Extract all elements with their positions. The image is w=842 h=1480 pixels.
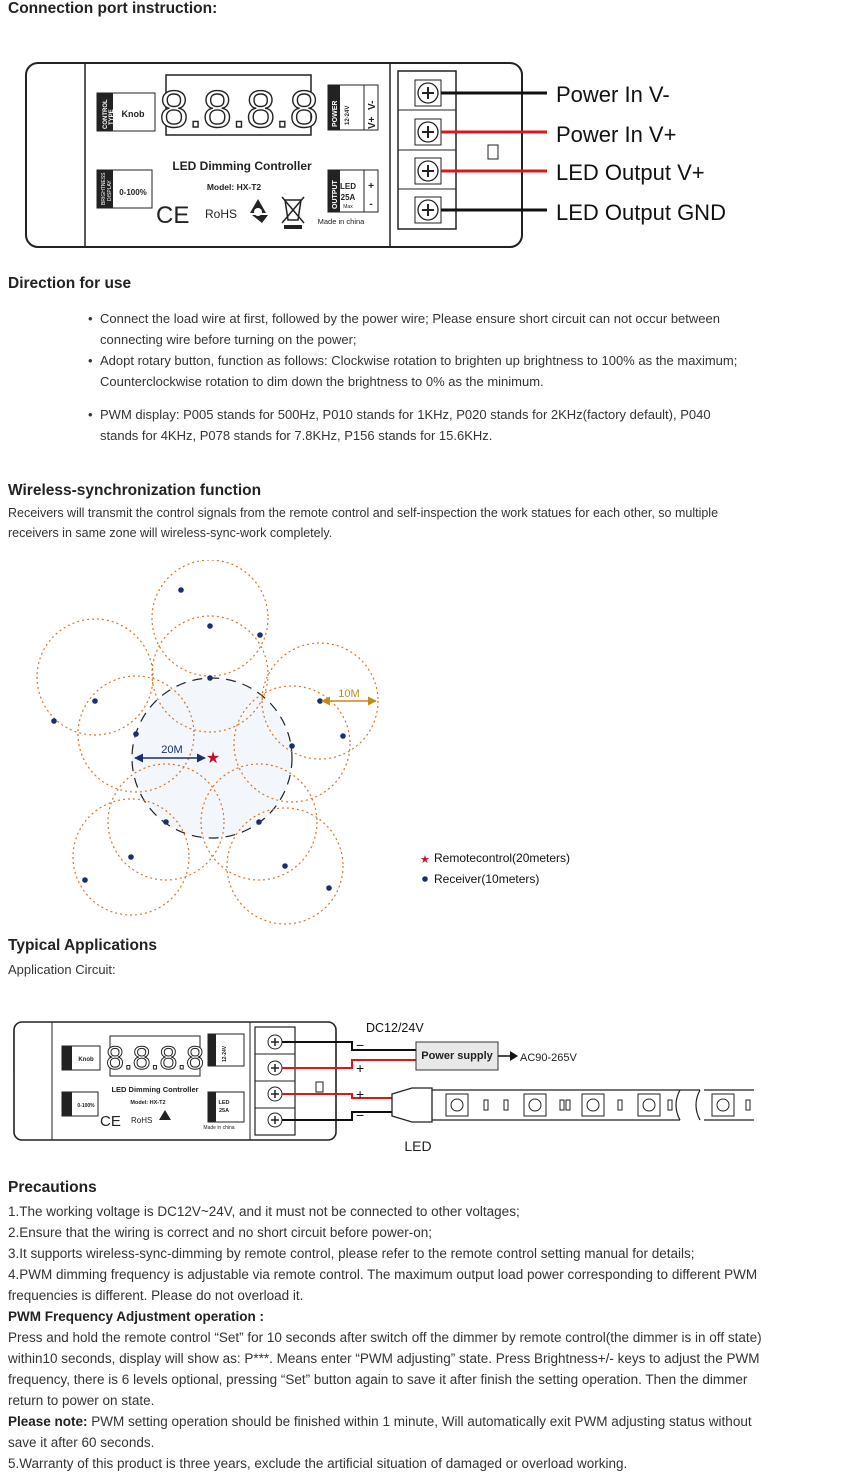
svg-text:12-24V: 12-24V [345,105,351,125]
receiver-dot [128,854,134,860]
receiver-range-circle [152,560,268,676]
pwm-title: PWM Frequency Adjustment operation : [8,1309,265,1324]
receiver-dot [282,863,288,869]
power-label [328,85,378,130]
receiver-range-circle [37,619,153,735]
svg-text:V+: V+ [367,116,378,129]
receiver-dot [82,877,88,883]
range-20m-label: 20M [161,744,183,756]
led-label: LED [404,1138,432,1154]
device-name: LED Dimming Controller [111,1085,199,1094]
brightness-range: 0-100% [77,1103,95,1109]
precautions-body [8,1201,778,1474]
svg-text:OUTPUT: OUTPUT [332,180,339,209]
minus-sign: − [356,1037,365,1053]
device-name: LED Dimming Controller [172,159,312,173]
model-label: Model: HX-T2 [130,1100,166,1106]
segment-display: 8.8.8.8 [106,1040,204,1076]
wireless-sync-diagram [0,560,842,930]
controller-diagram [0,55,842,255]
legend-star-icon: ★ [420,854,430,866]
knob-label: Knob [78,1057,94,1063]
precaution-item: 2.Ensure that the wiring is correct and no short circuit before power-on; [8,1225,432,1240]
svg-text:-: - [369,199,373,210]
applications-heading: Typical Applications [8,937,157,954]
ac-label: AC90-265V [520,1052,577,1064]
screw-icon [415,119,441,145]
power-voltage: 12-24V [222,1045,228,1062]
ce-mark: CE [100,1113,121,1130]
note-paragraph [8,1411,778,1453]
svg-text:25A: 25A [340,193,356,202]
control-type-label [97,93,155,131]
terminal-label: LED Output GND [556,200,726,225]
receiver-dot [207,623,213,629]
made-in-label: Made in china [317,217,365,226]
led-strip [432,1090,754,1120]
pwm-text: Press and hold the remote control “Set” for 10 seconds after switch off the dimmer by remote control(the dimmer is in off state) within10 seconds, display will show as: P***. Means enter “PWM adjusting” state. Press Brightness+/- keys to adjust the PWM frequency, there is 6 levels optional, pressing “Set” button again to save it after finish the setting operation. Then the dimmer return to power on state. [8,1330,762,1408]
segment-display [159,75,318,139]
range-10m-label: 10M [338,688,360,700]
svg-text:CONTROL: CONTROL [103,99,109,129]
precautions-heading: Precautions [8,1179,97,1196]
plus-sign: + [356,1060,365,1076]
receiver-dot [92,698,98,704]
receiver-dot [289,743,295,749]
made-in-label: Made in china [203,1125,235,1131]
wireless-heading: Wireless-synchronization function [8,482,262,499]
led-connector [392,1088,432,1122]
legend-dot-icon [422,876,428,882]
screw-icon [415,197,441,223]
ce-mark: CE [156,202,190,229]
svg-text:0-100%: 0-100% [119,188,147,197]
precaution-item: 5.Warranty of this product is three years, exclude the artificial situation of damaged or overload working. [8,1456,628,1471]
note-label: Please note: [8,1414,88,1429]
model-label: Model: HX-T2 [206,182,262,192]
brightness-label [97,170,152,208]
receiver-dot [340,733,346,739]
terminal-label: Power In V- [556,82,670,107]
receiver-dot [133,731,139,737]
minus-sign: − [356,1107,365,1123]
receiver-dot [207,675,213,681]
application-circuit-diagram [0,1012,842,1162]
precaution-item: 1.The working voltage is DC12V~24V, and it must not be connected to other voltages; [8,1204,520,1219]
svg-text:DISPLAY: DISPLAY [107,180,113,201]
receiver-dot [326,885,332,891]
receiver-dot [178,587,184,593]
svg-text:Max: Max [343,204,353,210]
svg-text:TYPE: TYPE [109,109,115,125]
svg-text:+: + [368,181,374,192]
output-led: LED [218,1100,230,1106]
output-current: 25A [218,1108,230,1114]
terminal-block [398,71,456,229]
receiver-dot [257,632,263,638]
receiver-dot [51,718,57,724]
svg-text:8.8.8.8: 8.8.8.8 [159,81,319,139]
list-item: • PWM display: P005 stands for 500Hz, P010 stands for 1KHz, P020 stands for 2KHz(factory default), P040 stands for 4KHz, P078 stands for 7.8KHz, P156 stands for 15.6KHz. [100,404,740,446]
list-item: • Adopt rotary button, function as follows: Clockwise rotation to brighten up brightness to 100% as the maximum; Counterclockwise rotation to dim down the brightness to 0% as the minimum. [100,350,740,392]
applications-subheading: Application Circuit: [8,962,116,977]
remote-star-icon: ★ [205,750,221,767]
power-supply-label: Power supply [421,1050,493,1062]
svg-text:Knob: Knob [121,109,145,119]
precaution-item: 3.It supports wireless-sync-dimming by remote control, please refer to the remote control setting manual for details; [8,1246,695,1261]
dc-label: DC12/24V [366,1021,424,1035]
terminal-label: Power In V+ [556,122,677,147]
precaution-item: 4.PWM dimming frequency is adjustable via remote control. The maximum output load power corresponding to different PWM frequencies is different. Please do not overload it. [8,1267,758,1303]
direction-heading: Direction for use [8,275,132,292]
svg-text:BRIGHTNESS: BRIGHTNESS [101,172,107,205]
list-item: • Connect the load wire at first, followed by the power wire; Please ensure short circuit can not occur between connecting wire before turning on the power; [100,308,740,350]
svg-text:POWER: POWER [332,100,339,127]
receiver-dot [256,819,262,825]
connection-heading: Connection port instruction: [8,0,218,17]
rohs-mark: RoHS [205,207,238,221]
output-label [328,170,378,212]
svg-text:LED: LED [340,182,356,191]
screw-icon [415,158,441,184]
wireless-text: Receivers will transmit the control signals from the remote control and self-inspection the work statues for each other, so multiple receivers in same zone will wireless-sync-work completely. [8,506,719,540]
terminal-block [255,1027,295,1135]
rohs-mark: RoHS [131,1116,153,1125]
note-text: PWM setting operation should be finished within 1 minute, Will automatically exit PWM adjusting status without save it after 60 seconds. [8,1414,752,1450]
terminal-label: LED Output V+ [556,160,705,185]
legend-receiver: Receiver(10meters) [434,872,540,886]
receiver-dot [317,698,323,704]
legend-remote: Remotecontrol(20meters) [434,851,571,865]
screw-icon [415,80,441,106]
direction-list [8,308,740,446]
svg-text:V-: V- [367,100,378,110]
plus-sign: + [356,1086,365,1102]
receiver-dot [163,819,169,825]
